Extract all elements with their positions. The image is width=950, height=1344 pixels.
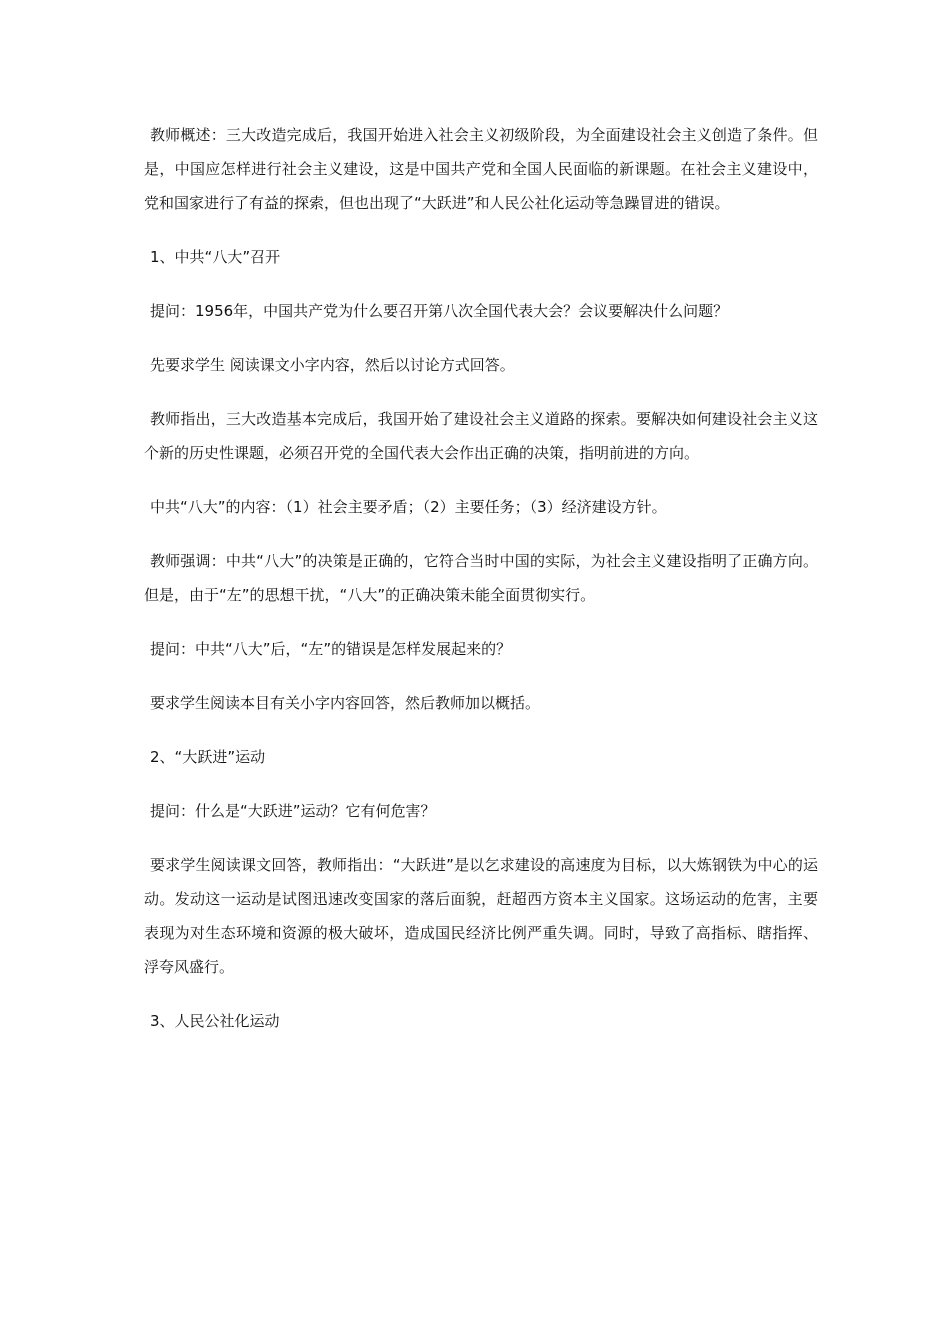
instruction-paragraph: 先要求学生 阅读课文小字内容，然后以讨论方式回答。 (150, 356, 515, 374)
explanation-paragraph: 要求学生阅读课文回答，教师指出：“大跃进”是以乞求建设的高速度为目标，以大炼钢铁为中心的运动。发动这一运动是试图迅速改变国家的落后面貌，赶超西方资本主义国家。这场运动的危害，主要表现为对生态环境和资源的极大破坏，造成国民经济比例严重失调。同时，导致了高指标、瞎指挥、浮夸风盛行。 (144, 856, 818, 976)
content-paragraph: 中共“八大”的内容：（1）社会主要矛盾；（2）主要任务；（3）经济建设方针。 (150, 498, 667, 516)
question-paragraph-3: 提问：什么是“大跃进”运动？它有何危害？ (150, 802, 436, 820)
intro-paragraph: 教师概述：三大改造完成后，我国开始进入社会主义初级阶段，为全面建设社会主义创造了条件。但是，中国应怎样进行社会主义建设，这是中国共产党和全国人民面临的新课题。在社会主义建设中，党和国家进行了有益的探索，但也出现了“大跃进”和人民公社化运动等急躁冒进的错误。 (144, 126, 818, 212)
question-paragraph-2: 提问：中共“八大”后，“左”的错误是怎样发展起来的？ (150, 640, 512, 658)
teacher-note-paragraph: 教师指出，三大改造基本完成后，我国开始了建设社会主义道路的探索。要解决如何建设社会主义这个新的历史性课题，必须召开党的全国代表大会作出正确的决策，指明前进的方向。 (144, 410, 818, 462)
question-paragraph: 提问：1956年，中国共产党为什么要召开第八次全国代表大会？会议要解决什么问题？ (150, 302, 729, 320)
section-heading-2: 2、“大跃进”运动 (150, 748, 266, 766)
instruction-paragraph-2: 要求学生阅读本目有关小字内容回答，然后教师加以概括。 (150, 694, 541, 712)
section-heading-3: 3、人民公社化运动 (150, 1012, 280, 1030)
emphasis-paragraph: 教师强调：中共“八大”的决策是正确的，它符合当时中国的实际，为社会主义建设指明了正确方向。但是，由于“左”的思想干扰，“八大”的正确决策未能全面贯彻实行。 (144, 552, 818, 604)
section-heading-1: 1、中共“八大”召开 (150, 248, 281, 266)
